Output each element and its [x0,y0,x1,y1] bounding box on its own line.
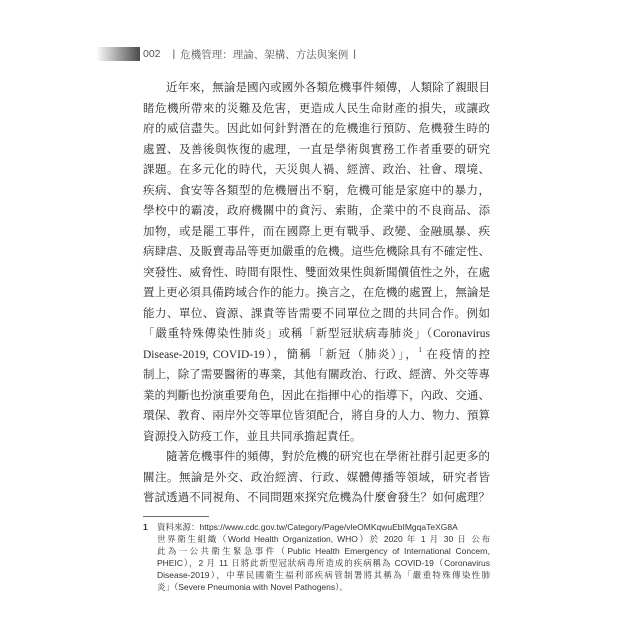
footnote [143,521,490,593]
text-line: 置上更必須具備跨域合作的能力。換言之，在危機的處置上，無論是 [143,287,490,299]
text-line: 課題。在多元化的時代，天災與人禍、經濟、政治、社會、環境、 [143,164,490,176]
text-line: 制上，除了需要醫術的專業，其他有關政治、行政、經濟、外交等專 [143,369,490,381]
text-segment: 在疫情的控 [421,348,490,361]
footnote-line [143,521,490,533]
header-divider-right: | [353,48,356,60]
footnote-number: 1 [143,522,148,532]
header-divider-left: | [172,48,176,60]
page-number: 002 [143,48,161,60]
body-text [143,78,490,509]
text-line: 嘗試透過不同視角、不同問題來探究危機為什麼會發生？如何處理？ [143,492,490,504]
text-line: 隨著危機事件的頻傳，對於危機的研究也在學術社群引起更多的 [166,451,490,463]
text-line: 疾病、食安等各類型的危機層出不窮，危機可能是家庭中的暴力， [143,184,490,197]
text-line-with-footnote-ref [143,345,490,366]
text-line: 能力、單位、資源、課責等皆需要不同單位之間的共同合作。例如 [143,307,490,320]
text-line: 學校中的霸凌，政府機關中的貪污、索賄，企業中的不良商品、添 [143,205,490,217]
header-accent-bar [96,47,140,61]
footnote-separator [143,516,209,517]
footnote-line: 炎」（Severe Pneumonia with Novel Pathogens）。 [157,582,348,592]
text-line: 府的威信盡失。因此如何針對潛在的危機進行預防、危機發生時的 [143,123,490,135]
text-line: 睹危機所帶來的災難及危害，更造成人民生命財產的損失，或讓政 [143,102,490,115]
text-line: 處置、及善後與恢復的處理，一直是學術與實務工作者重要的研究 [143,143,490,156]
footnote-line: 世界衛生組織（World Health Organization, WHO）於 2020 年 1 月 30 日 公布 [157,534,490,544]
text-line: 環保、教育、兩岸外交等單位皆須配合，將自身的人力、物力、預算 [143,410,490,422]
footnote-source-link[interactable]: 資料來源：https://www.cdc.gov.tw/Category/Page/vleOMKqwuEbIMgqaTeXG8A [157,522,458,532]
text-line: 資源投入防疫工作，並且共同承擔起責任。 [143,430,362,443]
paragraph-1 [143,78,490,447]
text-line: 突發性、威脅性、時間有限性、雙面效果性與新聞價值性之外，在處 [143,266,490,279]
text-line: 病肆虐、及販賣毒品等更加嚴重的危機。這些危機除具有不確定性、 [143,246,490,258]
footnote-line: 此為一公共衛生緊急事件（Public Health Emergency of International Concern, [157,546,490,556]
footnote-reference[interactable]: 1 [418,345,422,354]
book-title: 危機管理：理論、架構、方法與案例 [180,48,349,61]
text-line: 近年來，無論是國內或國外各類危機事件頻傳，人類除了親眼目 [166,82,490,94]
text-line: 加物，或是罷工事件，而在國際上更有戰爭、政變、金融風暴、疾 [143,225,490,238]
footnote-line: Disease-2019），中華民國衛生福利部疾病管制署將其稱為「嚴重特殊傳染性肺 [157,570,490,580]
text-line: 「嚴重特殊傳染性肺炎」或稱「新型冠狀病毒肺炎」（Coronavirus [143,328,490,340]
footnote-line: PHEIC），2 月 11 日將此新型冠狀病毒所造成的疾病稱為 COVID-19（Coronavirus [157,558,490,568]
running-header [143,46,361,62]
paragraph-2 [143,447,490,509]
text-line: 關注。無論是外交、政治經濟、行政、媒體傳播等領域，研究者皆 [143,471,490,484]
text-line: 業的判斷也扮演重要角色，因此在指揮中心的指導下，內政、交通、 [143,389,490,402]
text-segment: Disease-2019, COVID-19），簡稱「新冠（肺炎）」， [143,348,419,361]
